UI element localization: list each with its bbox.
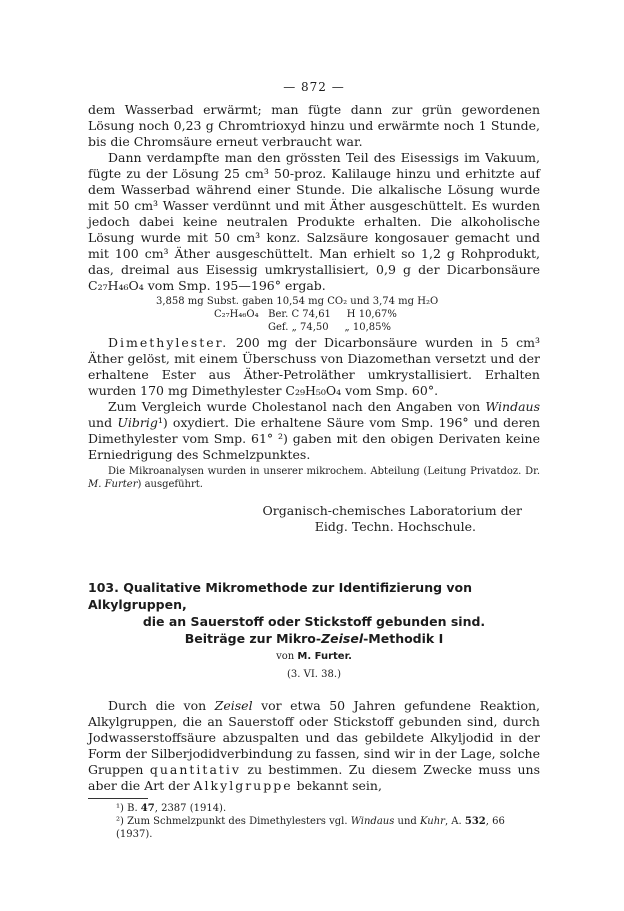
footnote-1 xyxy=(88,802,540,815)
author-name-windaus: Windaus xyxy=(485,399,540,414)
received-date: (3. VI. 38.) xyxy=(287,669,341,680)
article-title xyxy=(88,579,540,647)
paragraph-1: dem Wasserbad erwärmt; man fügte dann zur grün gewordenen Lösung noch 0,23 g Chromtrioxyd hinzu und erwärmte noch 1 Stunde, bis die Chromsäure erneut verbraucht war. xyxy=(88,102,540,149)
title-line-3-b: -Methodik I xyxy=(363,631,444,646)
p5-text-d: bekannt sein, xyxy=(292,778,382,793)
page-number: — 872 — xyxy=(283,80,345,94)
fn1-volume: 47 xyxy=(140,803,155,814)
byline-author: M. Furter. xyxy=(297,651,352,662)
fn2-name-kuhr: Kuhr xyxy=(420,816,445,827)
fn1-text-a: ¹) B. xyxy=(116,803,141,814)
p5-text-b: vor etwa 50 Jahren gefundene Reaktion, Alkylgruppen, die an Sauerstoff oder Stickstoff gebunden sind, durch Jodwasserstoffsäure abzuspalten und das gebildete Alkyljodid in der Form der Silberjodidverbindung zu fassen, sind wir in der Lage, solche Gruppen xyxy=(88,698,540,777)
paragraph-3-text: 200 mg der Dicarbonsäure wurden in 5 cm³ Äther gelöst, mit einem Überschuss von Diazomethan versetzt und der erhaltene Ester aus Äther-Petroläther umkrystallisiert. Erhalten wurden 170 mg Dimethylester C₂₉H₅₀O₄ vom Smp. 60°. xyxy=(88,335,540,398)
fn1-text-b: , 2387 (1914). xyxy=(154,803,227,814)
p4-text-a: Zum Vergleich wurde Cholestanol nach den Angaben von xyxy=(108,399,486,414)
p5-text-c: zu bestimmen. Zu diesem Zwecke muss uns aber die Art der xyxy=(88,762,541,793)
affiliation-line-2: Eidg. Techn. Hochschule. xyxy=(314,519,476,534)
paragraph-5 xyxy=(88,698,540,794)
p5-spaced-quantitativ: quantitativ xyxy=(149,762,241,777)
fn2-text-mid: und xyxy=(394,816,421,827)
p4-text-c: ¹) oxydiert. Die erhaltene Säure vom Smp. 196° und deren Dimethylester vom Smp. 61° ²) gaben mit den obigen Derivaten keine Erniedrigung des Schmelzpunktes. xyxy=(88,415,540,462)
p5-name-zeisel: Zeisel xyxy=(214,698,253,713)
analysis-line-1: 3,858 mg Subst. gaben 10,54 mg CO₂ und 3,74 mg H₂O xyxy=(156,296,439,307)
footnote-2 xyxy=(88,815,540,841)
title-line-3-a: Beiträge zur Mikro- xyxy=(184,631,322,646)
note-text-a: Die Mikroanalysen wurden in unserer mikrochem. Abteilung (Leitung Privatdoz. Dr. xyxy=(108,466,540,477)
analysis-line-3: Gef. „ 74,50 „ 10,85% xyxy=(268,322,391,333)
note-text-b: ) ausgeführt. xyxy=(137,479,203,490)
fn2-text-b: , A. xyxy=(444,816,465,827)
author-name-uibrig: Uibrig xyxy=(117,415,158,430)
footnote-rule xyxy=(88,798,148,799)
title-line-3 xyxy=(88,630,540,647)
affiliation-signature xyxy=(88,503,540,535)
fn2-volume: 532 xyxy=(464,816,486,827)
fn2-text-c: , 66 (1937). xyxy=(116,816,505,840)
p5-text-a: Durch die von xyxy=(108,698,215,713)
analysis-line-2: C₂₇H₄₆O₄ Ber. C 74,61 H 10,67% xyxy=(214,309,397,320)
title-line-2: die an Sauerstoff oder Stickstoff gebunden sind. xyxy=(142,614,486,629)
page-content xyxy=(88,80,540,841)
dimethylester-term: Dimethylester. xyxy=(108,335,229,350)
p5-spaced-alkylgruppe: Alkylgruppe xyxy=(193,778,293,793)
byline xyxy=(88,650,540,664)
byline-von: von xyxy=(276,651,298,662)
note-author-name: M. Furter xyxy=(88,479,138,490)
title-line-1: 103. Qualitative Mikromethode zur Identifizierung von Alkylgruppen, xyxy=(88,580,473,612)
title-name-zeisel: Zeisel xyxy=(321,631,364,646)
paragraph-4 xyxy=(88,399,540,463)
fn2-name-windaus: Windaus xyxy=(350,816,395,827)
paragraph-3 xyxy=(88,335,540,399)
microanalysis-note xyxy=(88,465,540,491)
affiliation-line-1: Organisch-chemisches Laboratorium der xyxy=(262,503,522,518)
paragraph-2: Dann verdampfte man den grössten Teil des Eisessigs im Vakuum, fügte zu der Lösung 25 cm³ 50-proz. Kalilauge hinzu und erhitzte auf dem Wasserbad während einer Stunde. Die alkalische Lösung wurde mit 50 cm³ Wasser verdünnt und mit Äther ausgeschüttelt. Es wurden jedoch dabei keine neutralen Produkte erhalten. Die alkoholische Lösung wurde mit 50 cm³ konz. Salzsäure kongosauer gemacht und mit 100 cm³ Äther ausgeschüttelt. Man erhielt so 1,2 g Rohprodukt, das, dreimal aus Eisessig umkrystallisiert, 0,9 g der Dicarbonsäure C₂₇H₄₆O₄ vom Smp. 195—196° ergab. xyxy=(88,150,540,293)
elemental-analysis xyxy=(88,295,540,334)
p4-text-b: und xyxy=(88,415,118,430)
fn2-text-a: ²) Zum Schmelzpunkt des Dimethylesters vgl. xyxy=(116,816,351,827)
